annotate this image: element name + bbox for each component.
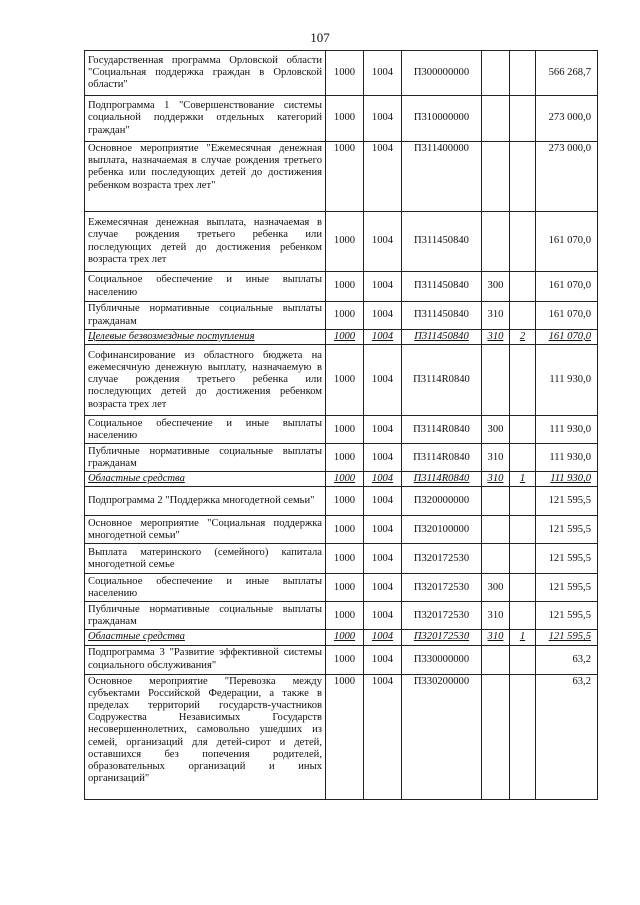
- cell-name: Социальное обеспечение и иные выплаты населению: [85, 574, 326, 602]
- cell-rz: 1000: [326, 444, 364, 472]
- cell-sum: 111 930,0: [536, 416, 598, 444]
- cell-rz: 1000: [326, 330, 364, 345]
- cell-sum: 121 595,5: [536, 602, 598, 630]
- cell-vr: 300: [482, 574, 510, 602]
- cell-sum: 161 070,0: [536, 302, 598, 330]
- cell-ist: [510, 487, 536, 516]
- cell-vr: 300: [482, 416, 510, 444]
- cell-csr: П311450840: [402, 330, 482, 345]
- cell-ist: [510, 444, 536, 472]
- cell-ist: 1: [510, 630, 536, 645]
- cell-name: Выплата материнского (семейного) капитала многодетной семье: [85, 544, 326, 574]
- cell-rz: 1000: [326, 487, 364, 516]
- cell-pr: 1004: [364, 674, 402, 799]
- cell-ist: [510, 345, 536, 416]
- cell-rz: 1000: [326, 51, 364, 96]
- cell-ist: [510, 602, 536, 630]
- cell-csr: П311450840: [402, 272, 482, 302]
- cell-vr: [482, 142, 510, 212]
- cell-name: Основное мероприятие "Перевозка между субъектами Российской Федерации, а также в пределах территорий государств-участников Содружества Независимых Государств несовершеннолетних, самовольно ушедших из семей, организаций для детей-сирот и детей, оставшихся без попечения родителей, образовательных организаций и иных организаций": [85, 674, 326, 799]
- cell-name: Социальное обеспечение и иные выплаты населению: [85, 416, 326, 444]
- cell-pr: 1004: [364, 345, 402, 416]
- table-row: [85, 416, 598, 444]
- cell-sum: 273 000,0: [536, 96, 598, 142]
- cell-vr: [482, 544, 510, 574]
- table-row: [85, 645, 598, 674]
- cell-csr: П320172530: [402, 574, 482, 602]
- table-row: [85, 602, 598, 630]
- cell-sum: 273 000,0: [536, 142, 598, 212]
- cell-csr: П320100000: [402, 516, 482, 544]
- cell-pr: 1004: [364, 142, 402, 212]
- cell-sum: 566 268,7: [536, 51, 598, 96]
- cell-csr: П3114R0840: [402, 345, 482, 416]
- cell-pr: 1004: [364, 602, 402, 630]
- cell-rz: 1000: [326, 142, 364, 212]
- cell-csr: П330200000: [402, 674, 482, 799]
- cell-csr: П311450840: [402, 302, 482, 330]
- table-row: [85, 345, 598, 416]
- cell-vr: [482, 516, 510, 544]
- cell-name: Публичные нормативные социальные выплаты гражданам: [85, 444, 326, 472]
- cell-vr: [482, 51, 510, 96]
- cell-csr: П3114R0840: [402, 444, 482, 472]
- cell-name: Областные средства: [85, 472, 326, 487]
- cell-sum: 111 930,0: [536, 444, 598, 472]
- cell-name: Социальное обеспечение и иные выплаты населению: [85, 272, 326, 302]
- cell-vr: 300: [482, 272, 510, 302]
- cell-csr: П3114R0840: [402, 416, 482, 444]
- cell-ist: [510, 574, 536, 602]
- cell-sum: 161 070,0: [536, 330, 598, 345]
- cell-csr: П320172530: [402, 602, 482, 630]
- table-row: [85, 212, 598, 272]
- cell-csr: П311450840: [402, 212, 482, 272]
- cell-name: Основное мероприятие "Социальная поддержка многодетной семьи": [85, 516, 326, 544]
- cell-rz: 1000: [326, 416, 364, 444]
- cell-rz: 1000: [326, 602, 364, 630]
- budget-table: [84, 50, 598, 800]
- cell-vr: [482, 487, 510, 516]
- cell-pr: 1004: [364, 630, 402, 645]
- cell-rz: 1000: [326, 472, 364, 487]
- cell-sum: 121 595,5: [536, 630, 598, 645]
- cell-pr: 1004: [364, 574, 402, 602]
- cell-csr: П320172530: [402, 630, 482, 645]
- cell-name: Целевые безвозмездные поступления: [85, 330, 326, 345]
- cell-pr: 1004: [364, 96, 402, 142]
- cell-name: Софинансирование из областного бюджета на ежемесячную денежную выплату, назначаемую в случае рождения третьего ребенка или последующих детей до достижения ребенком возраста трех лет: [85, 345, 326, 416]
- cell-vr: 310: [482, 472, 510, 487]
- cell-name: Государственная программа Орловской области "Социальная поддержка граждан в Орловской области": [85, 51, 326, 96]
- cell-sum: 161 070,0: [536, 272, 598, 302]
- cell-name: Основное мероприятие "Ежемесячная денежная выплата, назначаемая в случае рождения третьего ребенка или последующих детей до достижения ребенком возраста трех лет": [85, 142, 326, 212]
- cell-name: Ежемесячная денежная выплата, назначаемая в случае рождения третьего ребенка или последующих детей до достижения ребенком возраста трех лет: [85, 212, 326, 272]
- cell-name: Областные средства: [85, 630, 326, 645]
- table-row: [85, 96, 598, 142]
- cell-rz: 1000: [326, 630, 364, 645]
- cell-pr: 1004: [364, 645, 402, 674]
- cell-sum: 63,2: [536, 674, 598, 799]
- cell-vr: 310: [482, 630, 510, 645]
- cell-vr: [482, 212, 510, 272]
- cell-pr: 1004: [364, 416, 402, 444]
- cell-sum: 161 070,0: [536, 212, 598, 272]
- cell-ist: [510, 645, 536, 674]
- cell-name: Подпрограмма 1 "Совершенствование системы социальной поддержки отдельных категорий граждан": [85, 96, 326, 142]
- cell-rz: 1000: [326, 302, 364, 330]
- cell-ist: [510, 674, 536, 799]
- cell-vr: 310: [482, 602, 510, 630]
- table-row: [85, 51, 598, 96]
- cell-pr: 1004: [364, 212, 402, 272]
- cell-rz: 1000: [326, 272, 364, 302]
- cell-rz: 1000: [326, 516, 364, 544]
- table-row: [85, 544, 598, 574]
- table-row: [85, 574, 598, 602]
- cell-csr: П311400000: [402, 142, 482, 212]
- cell-pr: 1004: [364, 487, 402, 516]
- cell-sum: 121 595,5: [536, 516, 598, 544]
- table-row: [85, 487, 598, 516]
- cell-name: Публичные нормативные социальные выплаты гражданам: [85, 302, 326, 330]
- cell-pr: 1004: [364, 302, 402, 330]
- cell-vr: [482, 96, 510, 142]
- cell-ist: [510, 416, 536, 444]
- cell-sum: 111 930,0: [536, 345, 598, 416]
- table-row: [85, 630, 598, 645]
- cell-rz: 1000: [326, 674, 364, 799]
- cell-csr: П300000000: [402, 51, 482, 96]
- cell-ist: [510, 516, 536, 544]
- cell-pr: 1004: [364, 51, 402, 96]
- cell-pr: 1004: [364, 272, 402, 302]
- cell-csr: П3114R0840: [402, 472, 482, 487]
- cell-pr: 1004: [364, 516, 402, 544]
- cell-ist: [510, 142, 536, 212]
- cell-vr: 310: [482, 330, 510, 345]
- page-number: 107: [310, 30, 330, 45]
- table-row: [85, 516, 598, 544]
- cell-name: Подпрограмма 2 "Поддержка многодетной семьи": [85, 487, 326, 516]
- table-row: [85, 674, 598, 799]
- cell-ist: [510, 212, 536, 272]
- cell-pr: 1004: [364, 544, 402, 574]
- table-row: [85, 272, 598, 302]
- table-row: [85, 444, 598, 472]
- cell-csr: П310000000: [402, 96, 482, 142]
- cell-csr: П320172530: [402, 544, 482, 574]
- table-row: [85, 302, 598, 330]
- cell-vr: 310: [482, 444, 510, 472]
- cell-rz: 1000: [326, 544, 364, 574]
- cell-ist: [510, 96, 536, 142]
- cell-ist: [510, 51, 536, 96]
- table-row: [85, 330, 598, 345]
- cell-pr: 1004: [364, 444, 402, 472]
- cell-sum: 121 595,5: [536, 574, 598, 602]
- cell-pr: 1004: [364, 472, 402, 487]
- cell-name: Публичные нормативные социальные выплаты гражданам: [85, 602, 326, 630]
- cell-rz: 1000: [326, 212, 364, 272]
- cell-rz: 1000: [326, 96, 364, 142]
- cell-rz: 1000: [326, 345, 364, 416]
- cell-sum: 121 595,5: [536, 487, 598, 516]
- cell-sum: 63,2: [536, 645, 598, 674]
- cell-vr: [482, 674, 510, 799]
- cell-csr: П320000000: [402, 487, 482, 516]
- cell-rz: 1000: [326, 574, 364, 602]
- cell-ist: 1: [510, 472, 536, 487]
- cell-vr: 310: [482, 302, 510, 330]
- cell-ist: 2: [510, 330, 536, 345]
- table-row: [85, 142, 598, 212]
- cell-pr: 1004: [364, 330, 402, 345]
- cell-ist: [510, 544, 536, 574]
- cell-rz: 1000: [326, 645, 364, 674]
- cell-vr: [482, 645, 510, 674]
- cell-csr: П330000000: [402, 645, 482, 674]
- cell-name: Подпрограмма 3 "Развитие эффективной системы социального обслуживания": [85, 645, 326, 674]
- cell-ist: [510, 272, 536, 302]
- cell-sum: 121 595,5: [536, 544, 598, 574]
- cell-sum: 111 930,0: [536, 472, 598, 487]
- cell-ist: [510, 302, 536, 330]
- table-row: [85, 472, 598, 487]
- cell-vr: [482, 345, 510, 416]
